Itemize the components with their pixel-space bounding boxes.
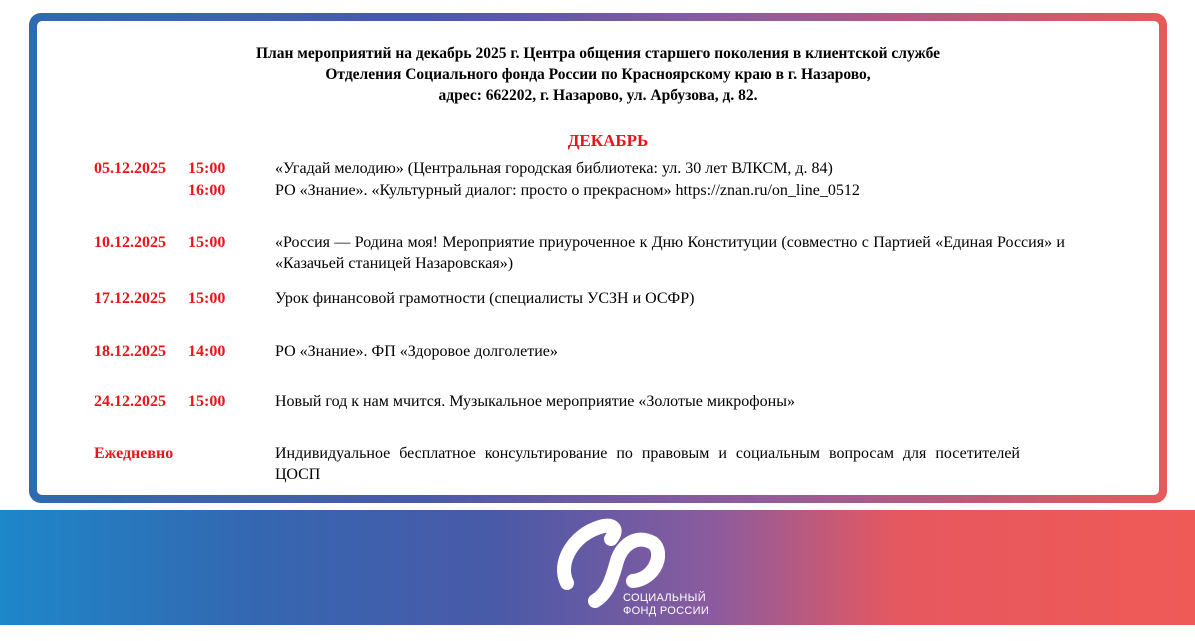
- event-time: 14:00: [188, 343, 226, 360]
- event-description: «Россия — Родина моя! Мероприятие приуроченное к Дню Конституции (совместно с Партией «Единая Россия» и «Казачьей станицей Назаровская»): [275, 234, 1065, 272]
- event-date: 17.12.2025: [94, 290, 166, 307]
- event-date: 18.12.2025: [94, 343, 166, 360]
- header-line-1: План мероприятий на декабрь 2025 г. Центра общения старшего поколения в клиентской службе: [255, 45, 941, 62]
- header-line-2: Отделения Социального фонда России по Красноярскому краю в г. Назарово,: [325, 66, 871, 83]
- event-time: 15:00: [188, 393, 226, 410]
- logo-text-line-1: СОЦИАЛЬНЫЙ: [623, 592, 706, 604]
- event-date: Ежедневно: [94, 445, 174, 462]
- logo-text-line-2: ФОНД РОССИИ: [623, 605, 710, 617]
- event-plan-frame: [29, 13, 1167, 503]
- event-plan-content: [37, 21, 1159, 495]
- event-date: 24.12.2025: [94, 393, 166, 410]
- event-description: Индивидуальное бесплатное консультирование по правовым и социальным вопросам для посетителей ЦОСП: [275, 445, 1020, 483]
- event-time: 16:00: [188, 182, 226, 199]
- header-line-3: адрес: 662202, г. Назарово, ул. Арбузова, д. 82.: [438, 87, 758, 104]
- social-fund-logo-text: [623, 592, 709, 618]
- event-description: РО «Знание». «Культурный диалог: просто о прекрасном» https://znan.ru/on_line_0512: [275, 182, 860, 199]
- event-date: 05.12.2025: [94, 160, 166, 177]
- event-time: 15:00: [188, 160, 226, 177]
- event-description: Новый год к нам мчится. Музыкальное мероприятие «Золотые микрофоны»: [275, 393, 795, 410]
- document-header: [37, 43, 1159, 106]
- event-description: «Угадай мелодию» (Центральная городская библиотека: ул. 30 лет ВЛКСМ, д. 84): [275, 160, 833, 177]
- event-description: РО «Знание». ФП «Здоровое долголетие»: [275, 343, 558, 360]
- event-description: Урок финансовой грамотности (специалисты УСЗН и ОСФР): [275, 290, 695, 307]
- event-time: 15:00: [188, 290, 226, 307]
- event-time: 15:00: [188, 234, 226, 251]
- event-date: 10.12.2025: [94, 234, 166, 251]
- month-heading: ДЕКАБРЬ: [567, 131, 649, 150]
- bottom-strip: [0, 625, 1195, 641]
